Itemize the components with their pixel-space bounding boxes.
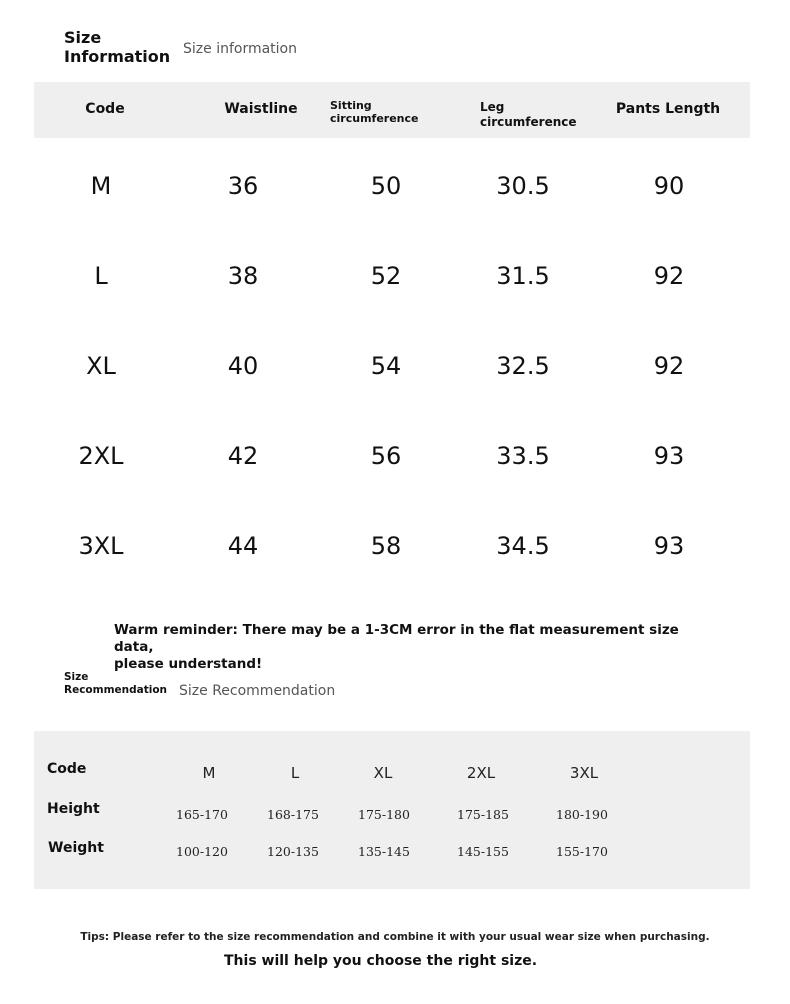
col-header-leg-line2: circumference [480,115,577,129]
table-row [34,322,750,412]
rec-code: 2XL [466,764,496,782]
rec-height: 180-190 [556,807,608,822]
rec-label-height: Height [47,801,100,817]
rec-weight: 145-155 [457,844,509,859]
tips-text: Tips: Please refer to the size recommendation and combine it with your usual wear size when purchasing. [80,931,710,943]
cell-waistline: 42 [227,442,259,470]
cell-sitting: 52 [370,262,402,290]
cell-sitting: 56 [370,442,402,470]
cell-sitting: 58 [370,532,402,560]
col-header-leg [480,100,577,130]
table-row [34,232,750,322]
rec-height: 168-175 [267,807,319,822]
table-row [34,142,750,232]
col-header-leg-line1: Leg [480,100,505,114]
rec-label-code: Code [47,761,87,777]
cell-code: XL [86,352,116,380]
col-header-code: Code [85,101,125,117]
rec-height: 165-170 [176,807,228,822]
size-rec-title-line2: Recommendation [64,684,168,696]
size-info-title-line1: Size [64,28,102,47]
cell-code: 3XL [78,532,124,560]
col-header-waistline: Waistline [224,101,298,117]
rec-code: L [290,764,300,782]
cell-leg: 31.5 [496,262,550,290]
rec-height: 175-185 [457,807,509,822]
warm-reminder-line1: Warm reminder: There may be a 1-3CM error in the flat measurement size data, [114,622,679,655]
size-rec-table [34,731,750,889]
cell-pants-length: 93 [653,442,685,470]
cell-waistline: 40 [227,352,259,380]
help-text: This will help you choose the right size. [224,953,538,969]
cell-waistline: 38 [227,262,259,290]
cell-leg: 32.5 [496,352,550,380]
size-rec-title [64,671,167,697]
table-row [34,502,750,592]
rec-height: 175-180 [358,807,410,822]
cell-leg: 30.5 [496,172,550,200]
col-header-sitting [330,99,418,125]
cell-pants-length: 92 [653,262,685,290]
cell-sitting: 54 [370,352,402,380]
rec-weight: 100-120 [176,844,228,859]
rec-weight: 120-135 [267,844,319,859]
rec-code: M [202,764,216,782]
size-info-subtitle: Size information [183,41,297,57]
rec-label-weight: Weight [48,840,104,856]
rec-code: XL [373,764,393,782]
size-info-table-body [34,142,750,592]
col-header-sitting-line2: circumference [330,112,419,125]
warm-reminder-line2: please understand! [114,656,263,672]
cell-waistline: 36 [227,172,259,200]
size-info-title-line2: Information [64,47,171,66]
size-info-header-row [34,82,750,138]
cell-code: M [90,172,112,200]
size-info-title [64,28,170,66]
size-rec-subtitle: Size Recommendation [179,683,336,699]
warm-reminder [114,622,694,673]
cell-sitting: 50 [370,172,402,200]
cell-pants-length: 92 [653,352,685,380]
rec-weight: 135-145 [358,844,410,859]
rec-code: 3XL [569,764,599,782]
cell-waistline: 44 [227,532,259,560]
col-header-sitting-line1: Sitting [330,99,372,112]
cell-leg: 33.5 [496,442,550,470]
cell-leg: 34.5 [496,532,550,560]
cell-pants-length: 93 [653,532,685,560]
size-rec-title-line1: Size [64,671,89,683]
col-header-pants-length: Pants Length [615,101,721,117]
cell-code: L [94,262,108,290]
cell-pants-length: 90 [653,172,685,200]
table-row [34,412,750,502]
cell-code: 2XL [78,442,124,470]
rec-weight: 155-170 [556,844,608,859]
